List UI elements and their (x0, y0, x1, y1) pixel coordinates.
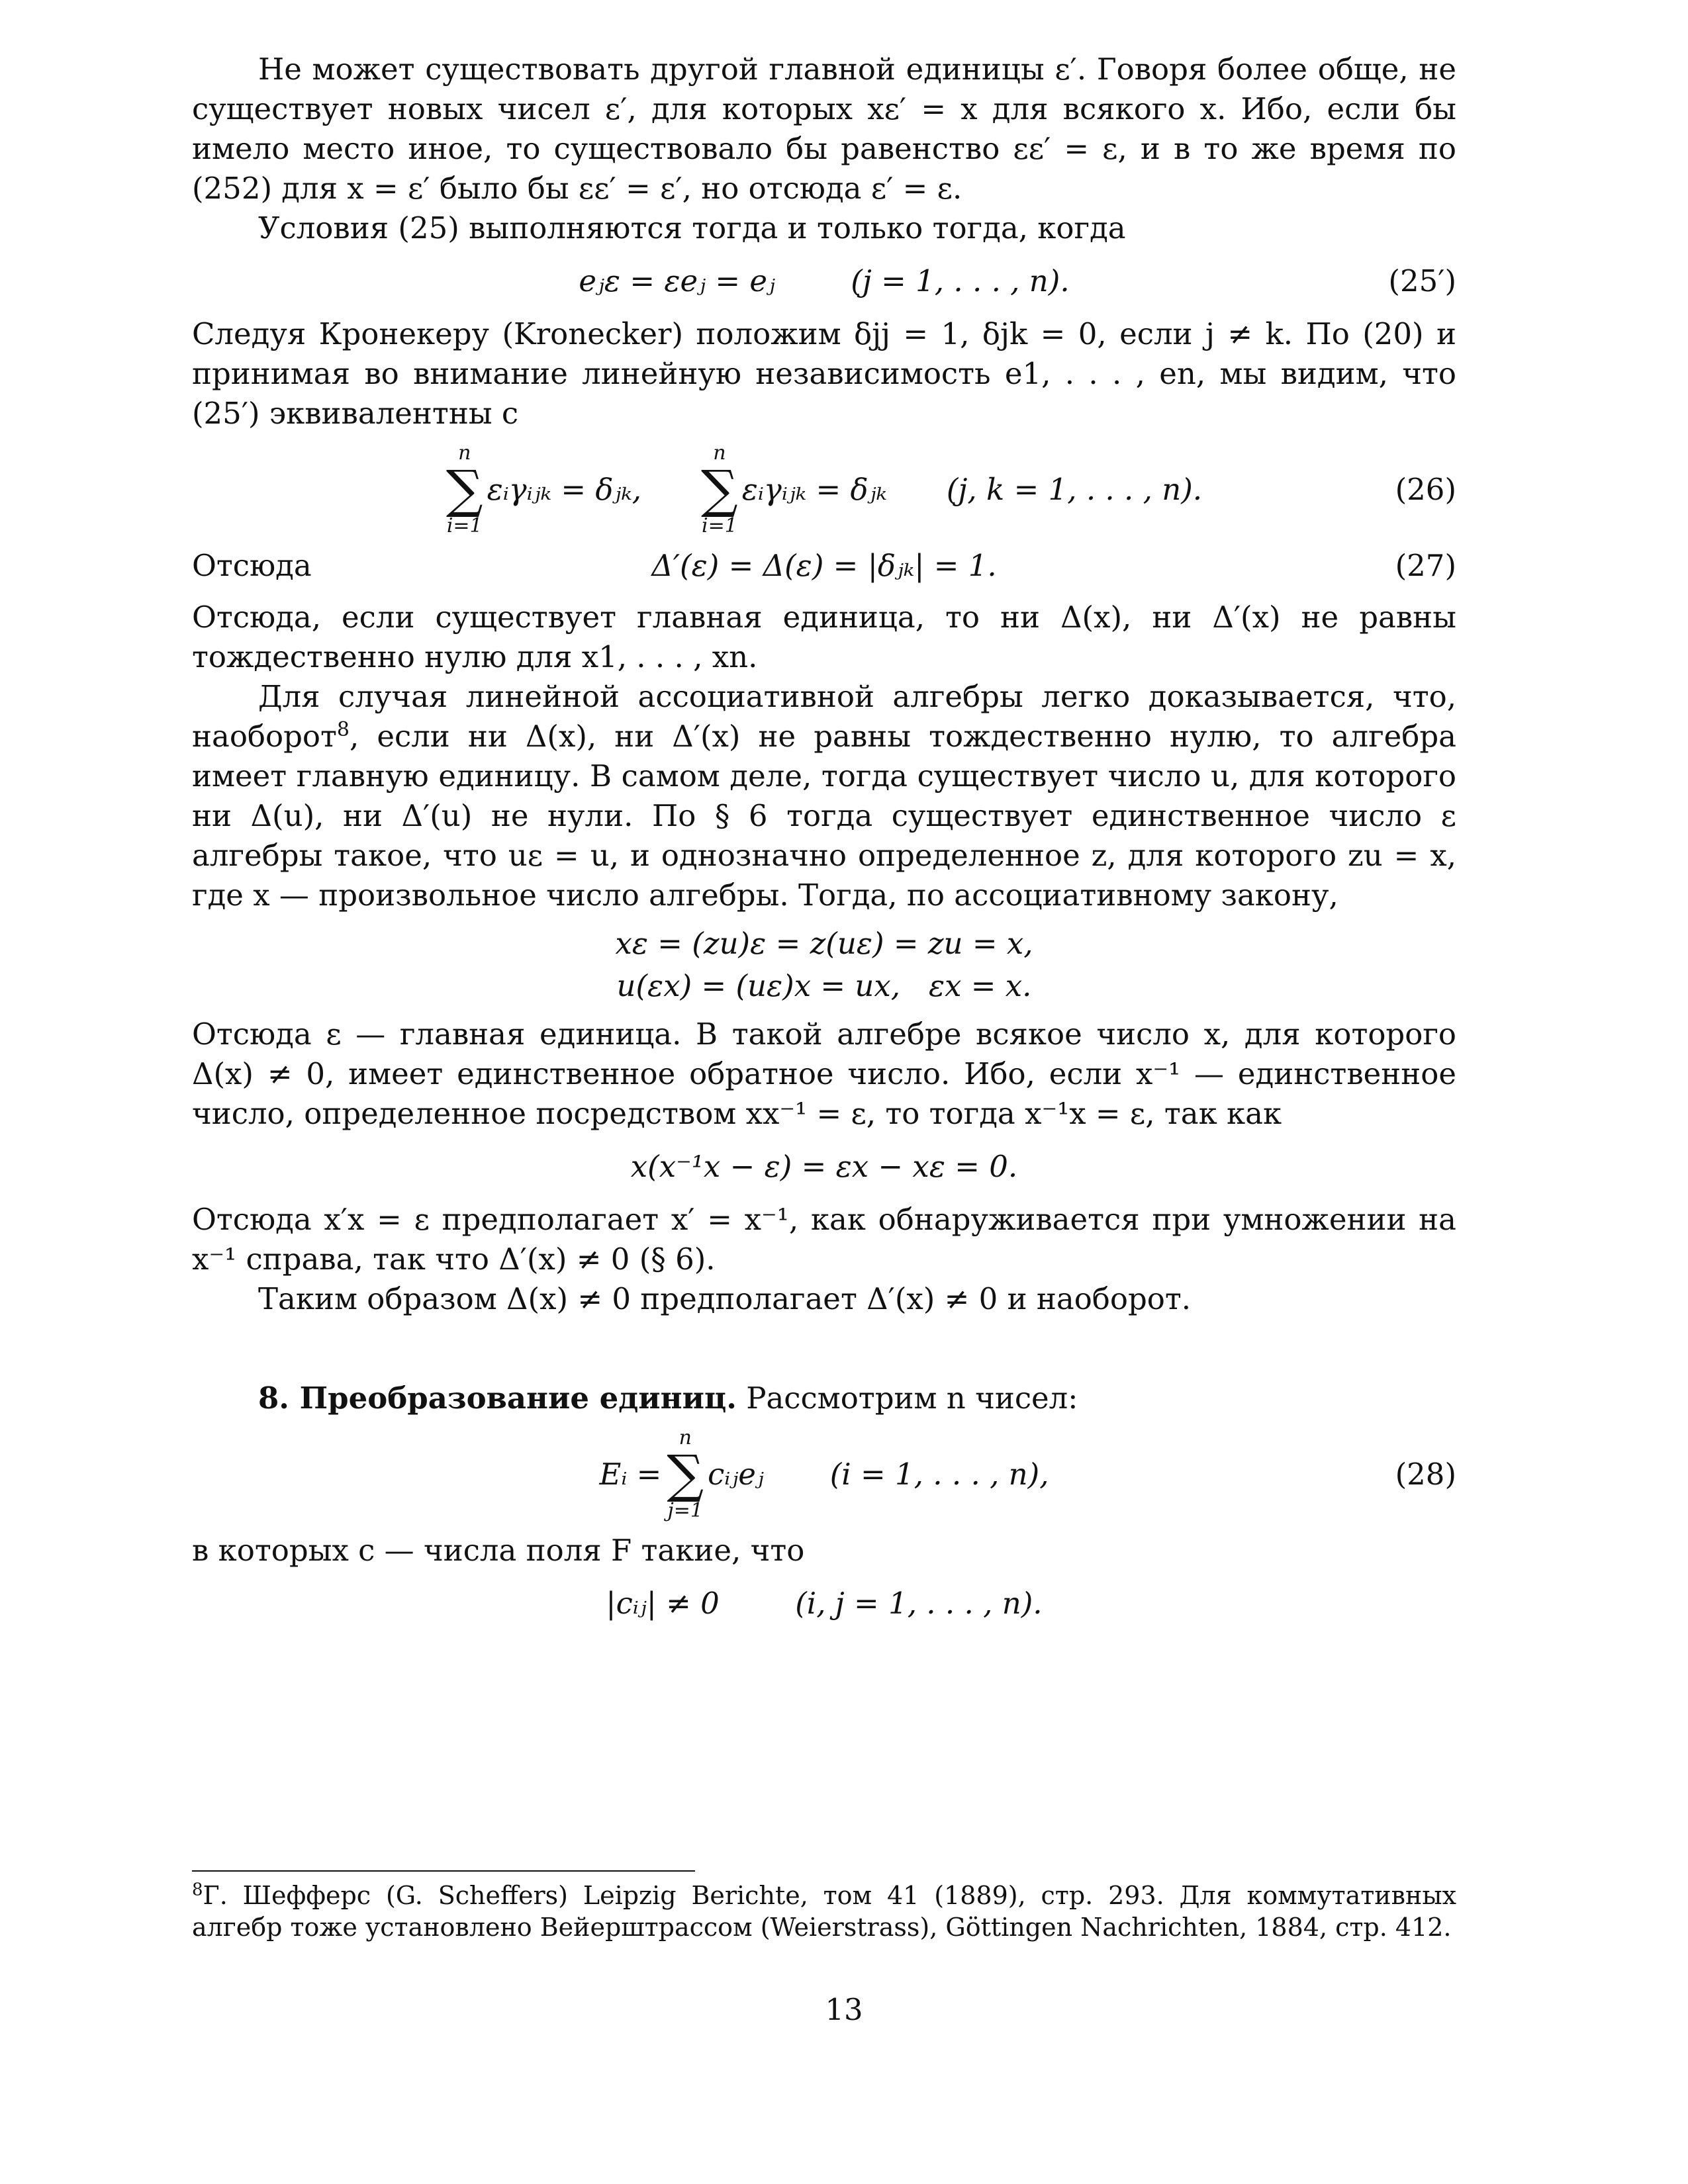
footnote-marker: 8 (192, 1880, 203, 1900)
summation-symbol: n ∑ j=1 (667, 1426, 704, 1522)
equation-inverse (192, 1134, 1456, 1200)
equation-28 (192, 1418, 1456, 1531)
paragraph-kronecker: Следуя Кронекеру (Kronecker) положим δjj = 1, δjk = 0, если j ≠ k. По (20) и принимая во внимание линейную независимость e1, . . . , en, мы видим, что (25′) эквивалентны с (192, 316, 1456, 431)
equation-28-term: cᵢⱼeⱼ (708, 1457, 764, 1492)
page-number: 13 (825, 1992, 863, 2027)
section-intro: Рассмотрим n чисел: (746, 1381, 1078, 1416)
paragraph-hence-nonzero: Отсюда, если существует главная единица, то ни Δ(x), ни Δ′(x) не равны тождественно нулю для x1, . . . , xn. (192, 600, 1456, 674)
equation-associative-law (192, 915, 1456, 1015)
equation-26-number: (26) (1395, 472, 1456, 507)
equation-26-term-2: εᵢγᵢⱼₖ = δⱼₖ (741, 472, 887, 507)
paragraph-conclusion: Таким образом Δ(x) ≠ 0 предполагает Δ′(x) ≠ 0 и наоборот. (258, 1281, 1192, 1316)
equation-28-lhs: Eᵢ = (599, 1457, 662, 1492)
page-body (192, 50, 1456, 1637)
equation-25-prime-body: eⱼε = εeⱼ = eⱼ (j = 1, . . . , n). (579, 263, 1070, 298)
equation-28-number: (28) (1395, 1457, 1456, 1492)
paragraph-main-unit-uniqueness: Не может существовать другой главной единицы ε′. Говоря более обще, не существует новых чисел ε′, для которых xε′ = x для всякого x. Ибо, если бы имело место иное, то существовало бы равенство εε′ = ε, и в то же время по (252) для x = ε′ было бы εε′ = ε′, но отсюда ε′ = ε. (192, 52, 1456, 206)
equation-26-range: (j, k = 1, . . . , n). (946, 472, 1203, 507)
paragraph-field-numbers: в которых c — числа поля F такие, что (192, 1533, 805, 1568)
equation-27-number: (27) (1395, 548, 1456, 583)
equation-determinant (192, 1570, 1456, 1637)
equation-determinant-body: |cᵢⱼ| ≠ 0 (i, j = 1, . . . , n). (606, 1586, 1043, 1621)
paragraph-conditions-25: Условия (25) выполняются тогда и только тогда, когда (258, 210, 1126, 246)
equation-25-prime-number: (25′) (1388, 263, 1456, 298)
equation-26-body (446, 443, 1202, 536)
equation-27-body: Δ′(ε) = Δ(ε) = |δⱼₖ| = 1. (651, 548, 997, 583)
footnote-divider (192, 1870, 695, 1872)
footnote-reference[interactable]: 8 (336, 718, 350, 741)
paragraph-associative-algebra: Для случая линейной ассоциативной алгебры легко доказывается, что, наоборот$^8$, если ни Δ(x), ни Δ′(x) не равны тождественно нулю, то алгебра имеет главную единицу. В самом деле, тогда существует число u, для которого ни Δ(u), ни Δ′(u) не нули. По § 6 тогда существует единственное число ε алгебры такое, что uε = u, и однозначно определенное z, для которого zu = x, где x — произвольное число алгебры. Тогда, по ассоциативному закону, (192, 679, 1456, 913)
equation-27 (192, 546, 1456, 586)
equation-inverse-body: x(x⁻¹x − ε) = εx − xε = 0. (630, 1149, 1018, 1184)
equation-28-body (599, 1428, 1049, 1521)
footnote-text: Г. Шефферс (G. Scheffers) Leipzig Berichte, том 41 (1889), стр. 293. Для коммутативных алгебр тоже установлено Вейерштрассом (Weierstrass), Göttingen Nachrichten, 1884, стр. 412. (192, 1881, 1456, 1942)
section-title: 8. Преобразование единиц. (258, 1381, 737, 1416)
section-8-heading (192, 1379, 1456, 1418)
paragraph-inverse-number: Отсюда ε — главная единица. В такой алгебре всякое число x, для которого Δ(x) ≠ 0, имеет единственное обратное число. Ибо, если x⁻¹ — единственное число, определенное посредством xx⁻¹ = ε, то тогда x⁻¹x = ε, так как (192, 1017, 1456, 1131)
summation-symbol: n ∑ i=1 (445, 441, 483, 537)
paragraph-right-multiplication: Отсюда x′x = ε предполагает x′ = x⁻¹, как обнаруживается при умножении на x⁻¹ справа, так что Δ′(x) ≠ 0 (§ 6). (192, 1202, 1456, 1277)
summation-symbol: n ∑ i=1 (701, 441, 738, 537)
equation-28-range: (i = 1, . . . , n), (829, 1457, 1049, 1492)
equation-associative-line-1: xε = (zu)ε = z(uε) = zu = x, (615, 926, 1033, 961)
paragraph-hence: Отсюда (192, 548, 312, 583)
equation-25-prime (192, 248, 1456, 314)
equation-26 (192, 433, 1456, 546)
equation-associative-line-2: u(εx) = (uε)x = ux, εx = x. (616, 968, 1032, 1003)
footnote (192, 1880, 1456, 1943)
equation-26-term-1: εᵢγᵢⱼₖ = δⱼₖ, (487, 472, 642, 507)
